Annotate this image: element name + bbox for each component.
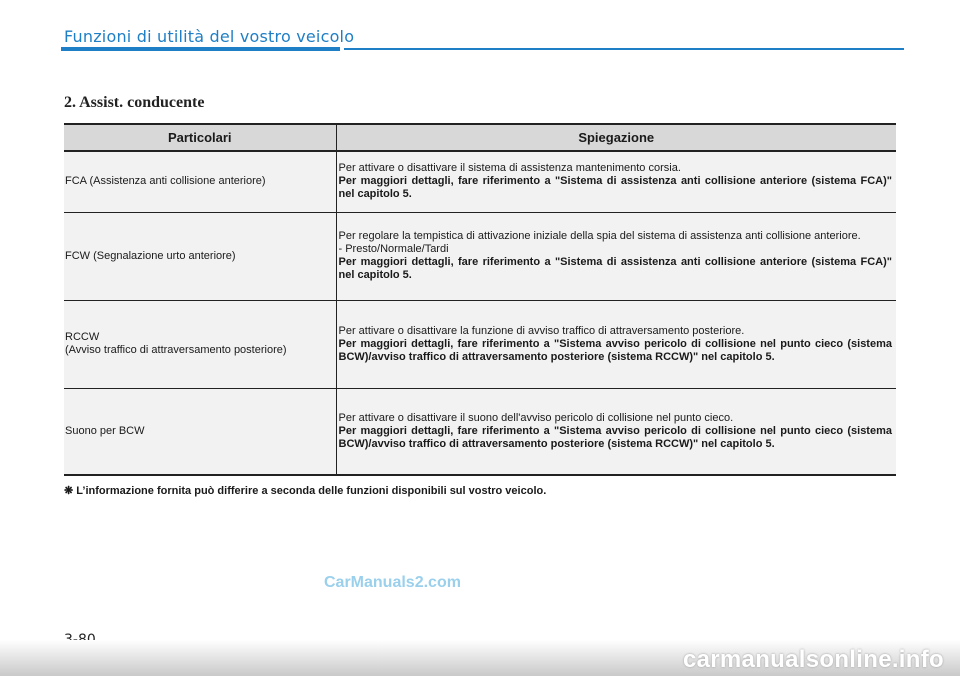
reference-text: Per maggiori dettagli, fare riferimento a "Sistema di assistenza anti collisione anteriore (sistema FCA)" nel capitolo 5. [338, 256, 892, 281]
explanation-text: Per attivare o disattivare il suono dell'avviso pericolo di collisione nel punto cieco. [338, 411, 734, 424]
header-accent-bar [61, 47, 340, 51]
explanation-options: - Presto/Normale/Tardi [338, 243, 449, 255]
column-header-particolari: Particolari [64, 124, 336, 151]
reference-text: Per maggiori dettagli, fare riferimento a "Sistema avviso pericolo di collisione nel punto cieco (sistema BCW)/avviso traffico di attraversamento posteriore (sistema RCCW)" nel capitolo 5. [338, 424, 892, 450]
table-row [64, 300, 896, 388]
footnote: ❋ L’informazione fornita può differire a seconda delle funzioni disponibili sul vostro veicolo. [64, 485, 547, 497]
table-row [64, 151, 896, 212]
item-cell [64, 300, 336, 388]
header-rule [344, 48, 904, 50]
column-header-spiegazione: Spiegazione [336, 124, 896, 151]
item-label-detail: (Avviso traffico di attraversamento posteriore) [65, 344, 287, 356]
reference-text: Per maggiori dettagli, fare riferimento a "Sistema di assistenza anti collisione anteriore (sistema FCA)" nel capitolo 5. [338, 175, 892, 201]
footer-site-link[interactable]: carmanualsonline.info [682, 646, 944, 673]
explanation-text: Per attivare o disattivare la funzione di avviso traffico di attraversamento posteriore. [338, 324, 745, 337]
item-cell [64, 212, 336, 300]
item-label: FCW (Segnalazione urto anteriore) [65, 249, 236, 262]
item-label: FCA (Assistenza anti collisione anteriore) [65, 175, 266, 188]
explanation-cell [336, 212, 896, 300]
explanation-cell [336, 388, 896, 475]
table-row [64, 212, 896, 300]
table-row [64, 388, 896, 475]
explanation-text: Per regolare la tempistica di attivazione iniziale della spia del sistema di assistenza anti collisione anteriore. [338, 230, 861, 242]
item-cell [64, 151, 336, 212]
item-label: Suono per BCW [65, 424, 145, 437]
explanation-cell [336, 300, 896, 388]
item-cell [64, 388, 336, 475]
item-label: RCCW [65, 331, 100, 343]
page-header-title: Funzioni di utilità del vostro veicolo [64, 27, 355, 46]
explanation-text: Per attivare o disattivare il sistema di assistenza mantenimento corsia. [338, 162, 681, 175]
section-title: 2. Assist. conducente [64, 94, 205, 111]
explanation-cell [336, 151, 896, 212]
settings-table [64, 123, 896, 476]
reference-text: Per maggiori dettagli, fare riferimento a "Sistema avviso pericolo di collisione nel punto cieco (sistema BCW)/avviso traffico di attraversamento posteriore (sistema RCCW)" nel capitolo 5. [338, 337, 892, 363]
table-header-row [64, 124, 896, 151]
watermark-link[interactable]: CarManuals2.com [324, 574, 461, 591]
